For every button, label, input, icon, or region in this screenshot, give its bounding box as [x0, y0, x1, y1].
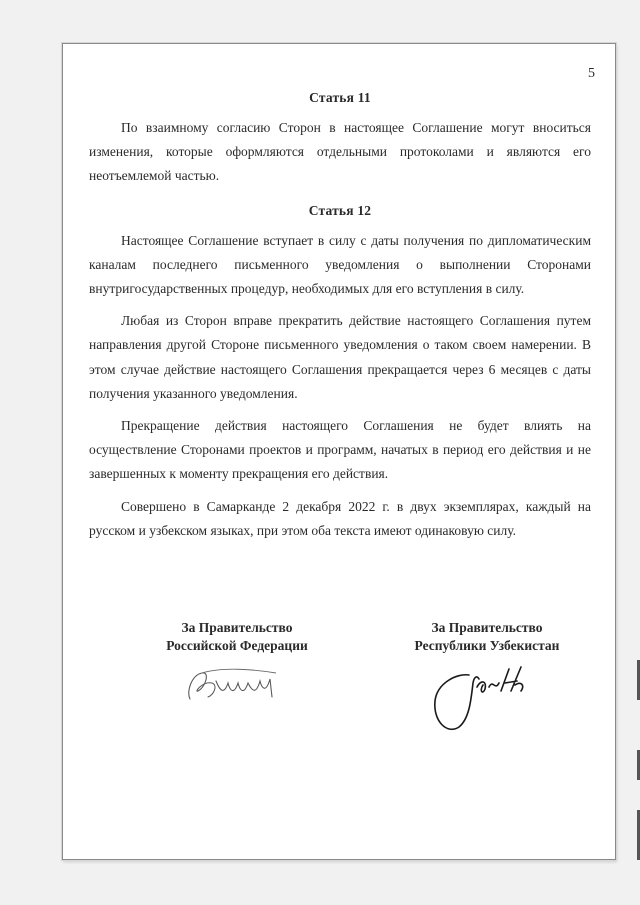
- article-12-paragraph-effect-of-termination: Прекращение действия настоящего Соглашения не будет влиять на осуществление Сторонами проектов и программ, начатых в период его действия и не завершенных к моменту прекращения его действия.: [89, 418, 591, 482]
- handwritten-signature-uzbekistan: [417, 661, 557, 741]
- signature-russia-line2: Российской Федерации: [166, 638, 308, 653]
- document-body: [89, 90, 591, 551]
- article-11-paragraph: По взаимному согласию Сторон в настоящее Соглашение могут вноситься изменения, которые оформляются отдельными протоколами и являются его неотъемлемой частью.: [89, 120, 591, 184]
- article-12-paragraph-termination: Любая из Сторон вправе прекратить действие настоящего Соглашения путем направления другой Стороне письменного уведомления о таком своем намерении. В этом случае действие настоящего Соглашения прекращается через 6 месяцев с даты получения указанного уведомления.: [89, 313, 591, 401]
- page-number: 5: [588, 66, 595, 81]
- document-page: [62, 43, 616, 860]
- signature-russia: [117, 619, 357, 711]
- signature-uzbekistan: [367, 619, 607, 741]
- signature-russia-line1: За Правительство: [181, 620, 293, 635]
- article-12-paragraph-entry-into-force: Настоящее Соглашение вступает в силу с даты получения по дипломатическим каналам последнего письменного уведомления о выполнении Сторонами внутригосударственных процедур, необходимых для его вступления в силу.: [89, 232, 591, 297]
- article-12-title: Статья 12: [308, 202, 372, 218]
- signature-uzbekistan-line2: Республики Узбекистан: [414, 638, 560, 653]
- article-11-title: Статья 11: [309, 90, 371, 105]
- handwritten-signature-russia: [172, 661, 302, 711]
- signature-uzbekistan-line1: За Правительство: [431, 620, 543, 635]
- signature-block: [89, 619, 591, 769]
- article-12-paragraph-done-at: Совершено в Самарканде 2 декабря 2022 г. в двух экземплярах, каждый на русском и узбекском языках, при этом оба текста имеют одинаковую силу.: [89, 498, 591, 538]
